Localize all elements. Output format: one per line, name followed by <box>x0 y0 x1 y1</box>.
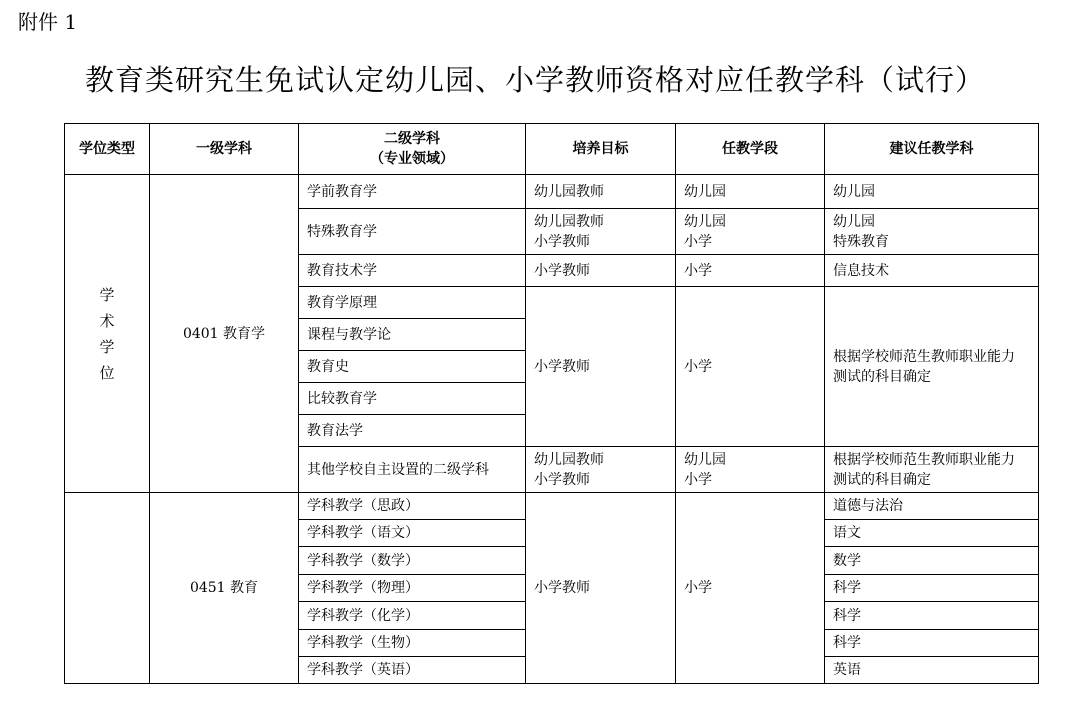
cell-line: 特殊教育 <box>833 233 889 250</box>
cell-line: 幼儿园 <box>833 213 875 230</box>
degree-type-cell-empty <box>65 493 150 684</box>
subject-cell: 科学 <box>825 630 1039 657</box>
second-level-cell: 学前教育学 <box>299 175 526 209</box>
stage-cell: 小学 <box>676 255 825 287</box>
stage-cell: 小学 <box>676 287 825 447</box>
table-header-row <box>65 124 1039 175</box>
second-level-cell: 学科教学（语文） <box>299 520 526 547</box>
subject-cell <box>825 209 1039 255</box>
second-level-cell: 学科教学（化学） <box>299 602 526 630</box>
col-second-level <box>299 124 526 175</box>
cell-line: 幼儿园教师 <box>534 213 604 230</box>
cell-line: 幼儿园 <box>684 213 726 230</box>
second-level-cell: 其他学校自主设置的二级学科 <box>299 447 526 493</box>
cell-line: 幼儿园教师 <box>534 451 604 468</box>
second-level-cell: 学科教学（英语） <box>299 657 526 684</box>
col-second-level-line1: 二级学科 <box>384 131 440 147</box>
second-level-cell: 课程与教学论 <box>299 319 526 351</box>
second-level-cell: 教育法学 <box>299 415 526 447</box>
cell-line: 测试的科目确定 <box>833 368 931 385</box>
col-subject: 建议任教学科 <box>825 124 1039 175</box>
col-second-level-line2: （专业领域） <box>370 151 454 167</box>
col-goal: 培养目标 <box>526 124 676 175</box>
subject-cell: 数学 <box>825 547 1039 575</box>
subject-cell: 幼儿园 <box>825 175 1039 209</box>
attachment-label: 附件 1 <box>18 10 78 34</box>
cell-line: 小学教师 <box>534 471 590 488</box>
degree-type-cell <box>65 175 150 493</box>
second-level-cell: 学科教学（数学） <box>299 547 526 575</box>
degree-char: 学 <box>99 337 115 356</box>
subject-cell: 科学 <box>825 602 1039 630</box>
goal-cell: 小学教师 <box>526 287 676 447</box>
subject-cell: 信息技术 <box>825 255 1039 287</box>
stage-cell <box>676 447 825 493</box>
goal-cell <box>526 447 676 493</box>
first-level-cell: 0401 教育学 <box>150 175 299 493</box>
goal-cell: 小学教师 <box>526 255 676 287</box>
subject-cell <box>825 287 1039 447</box>
cell-line: 根据学校师范生教师职业能力 <box>833 451 1015 468</box>
second-level-cell: 教育技术学 <box>299 255 526 287</box>
goal-cell <box>526 209 676 255</box>
degree-char: 位 <box>99 363 115 382</box>
table-row <box>65 493 1039 520</box>
second-level-cell: 学科教学（思政） <box>299 493 526 520</box>
cell-line: 根据学校师范生教师职业能力 <box>833 348 1015 365</box>
cell-line: 测试的科目确定 <box>833 471 931 488</box>
degree-char: 术 <box>99 311 115 330</box>
stage-cell <box>676 209 825 255</box>
second-level-cell: 特殊教育学 <box>299 209 526 255</box>
second-level-cell: 教育史 <box>299 351 526 383</box>
subject-cell <box>825 447 1039 493</box>
col-stage: 任教学段 <box>676 124 825 175</box>
cell-line: 幼儿园 <box>684 451 726 468</box>
cell-line: 小学教师 <box>534 233 590 250</box>
page-title: 教育类研究生免试认定幼儿园、小学教师资格对应任教学科（试行） <box>84 63 985 97</box>
stage-cell: 幼儿园 <box>676 175 825 209</box>
second-level-cell: 学科教学（物理） <box>299 575 526 602</box>
second-level-cell: 教育学原理 <box>299 287 526 319</box>
subject-cell: 道德与法治 <box>825 493 1039 520</box>
col-first-level: 一级学科 <box>150 124 299 175</box>
goal-cell: 幼儿园教师 <box>526 175 676 209</box>
second-level-cell: 比较教育学 <box>299 383 526 415</box>
degree-char: 学 <box>99 285 115 304</box>
subject-table <box>64 123 1039 684</box>
cell-line: 小学 <box>684 471 712 488</box>
goal-cell: 小学教师 <box>526 493 676 684</box>
second-level-cell: 学科教学（生物） <box>299 630 526 657</box>
subject-cell: 科学 <box>825 575 1039 602</box>
cell-line: 小学 <box>684 233 712 250</box>
subject-cell: 英语 <box>825 657 1039 684</box>
subject-cell: 语文 <box>825 520 1039 547</box>
stage-cell: 小学 <box>676 493 825 684</box>
first-level-cell: 0451 教育 <box>150 493 299 684</box>
table-row <box>65 175 1039 209</box>
col-degree-type: 学位类型 <box>65 124 150 175</box>
